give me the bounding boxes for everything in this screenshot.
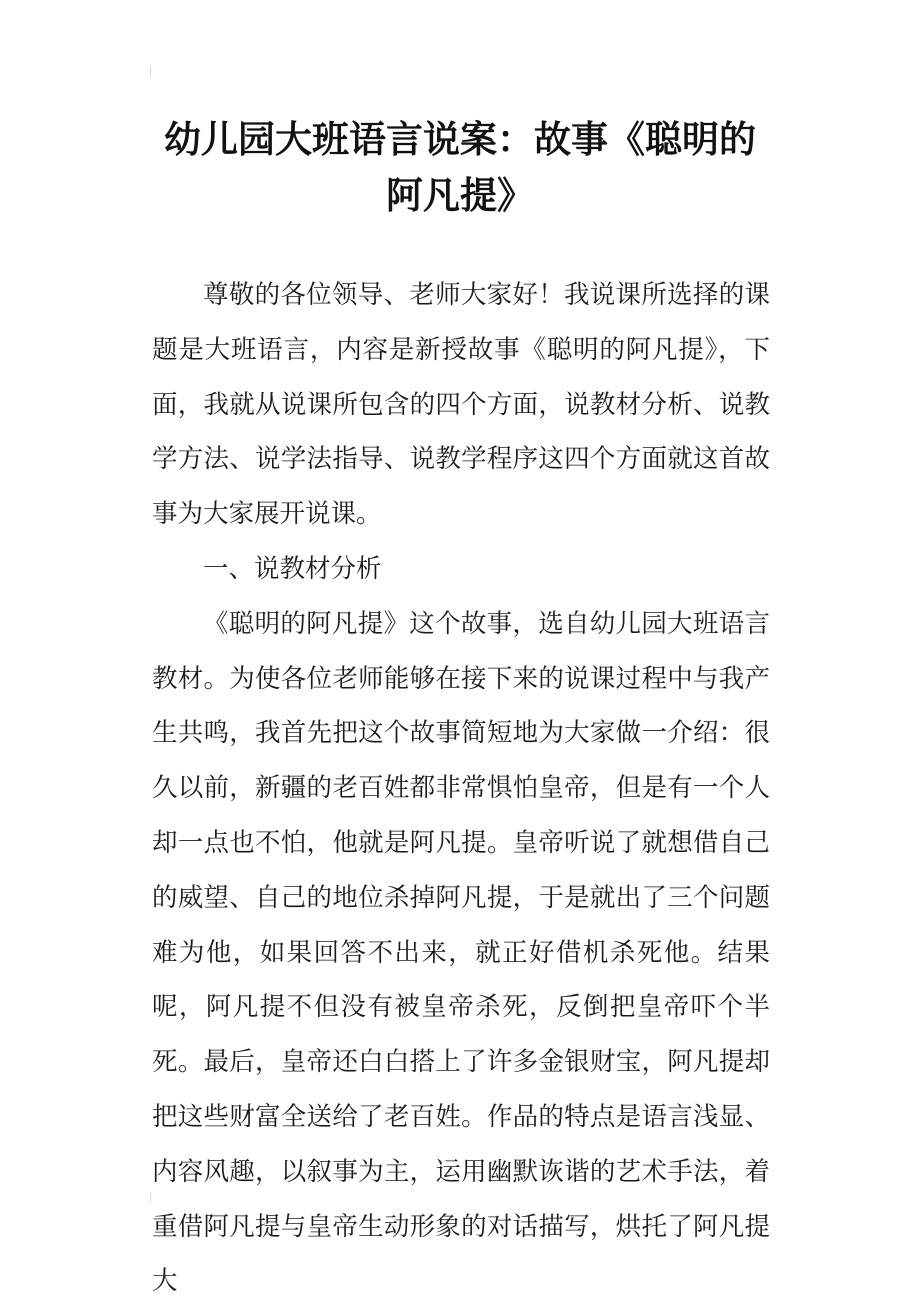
crop-mark-bottom — [150, 1192, 157, 1202]
crop-mark-top — [150, 66, 157, 76]
paragraph-intro: 尊敬的各位领导、老师大家好！我说课所选择的课题是大班语言，内容是新授故事《聪明的阿凡提》，下面，我就从说课所包含的四个方面，说教材分析、说教学方法、说学法指导、说教学程序这四个方面就这首故事为大家展开说课。 — [152, 280, 770, 530]
document-body — [152, 268, 770, 1309]
section-heading: 一、说教材分析 — [203, 553, 382, 584]
paragraph-analysis: 《聪明的阿凡提》这个故事，选自幼儿园大班语言教材。为使各位老师能够在接下来的说课过程中与我产生共鸣，我首先把这个故事简短地为大家做一介绍：很久以前，新疆的老百姓都非常惧怕皇帝，但是有一个人却一点也不怕，他就是阿凡提。皇帝听说了就想借自己的威望、自己的地位杀掉阿凡提，于是就出了三个问题难为他，如果回答不出来，就正好借机杀死他。结果呢，阿凡提不但没有被皇帝杀死，反倒把皇帝吓个半死。最后，皇帝还白白搭上了许多金银财宝，阿凡提却把这些财富全送给了老百姓。作品的特点是语言浅显、内容风趣，以叙事为主，运用幽默诙谐的艺术手法，着重借阿凡提与皇帝生动形象的对话描写，烘托了阿凡提大 — [152, 608, 770, 1297]
document-title: 幼儿园大班语言说案：故事《聪明的阿凡提》 — [164, 118, 756, 217]
